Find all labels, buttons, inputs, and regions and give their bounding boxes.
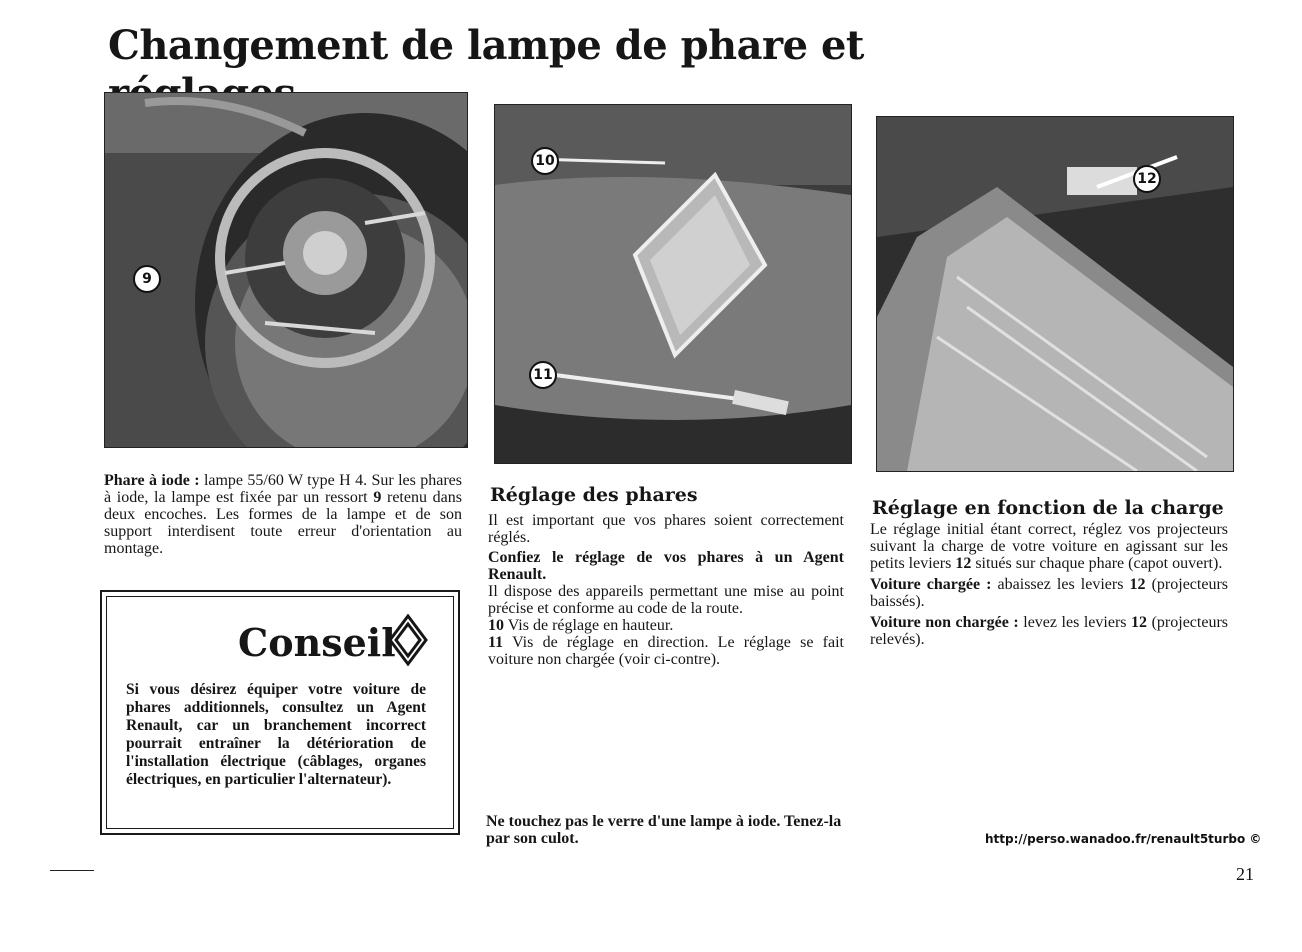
- ref-11: 11: [488, 634, 504, 651]
- headlamp-adjustment-body: [488, 512, 844, 668]
- conseil-text: Si vous désirez équiper votre voiture de phares additionnels, consultez un Agent Renault, car un branchement incorrect pourrait entraîner la détérioration de l'installation électrique (câblages, organes électriques, en particulier l'alternateur).: [126, 681, 426, 788]
- headlamp-adjustment-heading: Réglage des phares: [490, 484, 698, 506]
- adjustment-text-10: Vis de réglage en hauteur.: [504, 617, 674, 634]
- iodine-lamp-text-a: lampe 55/60 W type H 4. Sur les phares à iode, la lampe est fixée par un ressort: [104, 472, 463, 506]
- adjustment-item-10: [488, 617, 844, 634]
- headlamp-bulb-photo: [104, 92, 468, 448]
- load-text-1a: Le réglage initial étant correct, réglez vos projecteurs suivant la charge de votre voiture en agissant sur les petits leviers: [870, 521, 1228, 572]
- adjustment-para-2: Confiez le réglage de vos phares à un Agent Renault.: [488, 549, 844, 583]
- callout-11: 11: [529, 361, 557, 389]
- adjustment-text-11: Vis de réglage en direction. Le réglage se fait voiture non chargée (voir ci-contre).: [488, 634, 844, 668]
- callout-9: 9: [133, 265, 161, 293]
- ref-12c: 12: [1131, 614, 1148, 631]
- ref-12b: 12: [1129, 576, 1146, 593]
- iodine-lamp-text-b: retenu dans deux encoches. Les formes de la lampe et de son support interdisent toute erreur d'orientation au montage.: [104, 489, 462, 557]
- iodine-lamp-description: [104, 472, 462, 557]
- renault-logo-icon: [388, 614, 428, 666]
- headlamp-adjustment-photo: [494, 104, 852, 464]
- adjustment-para-3: Il dispose des appareils permettant une mise au point précise et conforme au code de la route.: [488, 583, 844, 617]
- callout-12: 12: [1133, 165, 1161, 193]
- load-text-3a: levez les leviers: [1018, 614, 1132, 631]
- conseil-title: Conseil: [238, 620, 396, 665]
- adjustment-para-1: Il est important que vos phares soient correctement réglés.: [488, 512, 844, 546]
- load-adjustment-body: [870, 521, 1228, 648]
- load-text-3b: (projecteurs relevés).: [870, 614, 1228, 648]
- callout-10: 10: [531, 147, 559, 175]
- load-text-2b: (projecteurs baissés).: [870, 576, 1228, 610]
- iodine-warning: Ne touchez pas le verre d'une lampe à iode. Tenez-la par son culot.: [486, 813, 842, 847]
- footer-rule: [50, 870, 94, 871]
- load-lever-illustration: [877, 117, 1233, 471]
- unloaded-lead: Voiture non chargée :: [870, 614, 1019, 631]
- headlamp-bulb-illustration: [105, 93, 467, 447]
- page-title: Changement de lampe de phare et: [108, 22, 864, 69]
- load-para-1: [870, 521, 1228, 572]
- loaded-lead: Voiture chargée :: [870, 576, 992, 593]
- load-text-1b: situés sur chaque phare (capot ouvert).: [971, 555, 1223, 572]
- page-number: 21: [1236, 864, 1254, 884]
- load-adjustment-heading: Réglage en fonction de la charge: [872, 497, 1224, 519]
- adjustment-item-11: [488, 634, 844, 668]
- load-text-2a: abaissez les leviers: [991, 576, 1130, 593]
- load-para-3: [870, 614, 1228, 648]
- ref-12a: 12: [955, 555, 972, 572]
- ref-10: 10: [488, 617, 504, 634]
- source-url: http://perso.wanadoo.fr/renault5turbo ©: [985, 832, 1262, 846]
- ref-9: 9: [373, 489, 382, 506]
- load-para-2: [870, 576, 1228, 610]
- iodine-lamp-lead: Phare à iode :: [104, 472, 200, 489]
- load-lever-photo: [876, 116, 1234, 472]
